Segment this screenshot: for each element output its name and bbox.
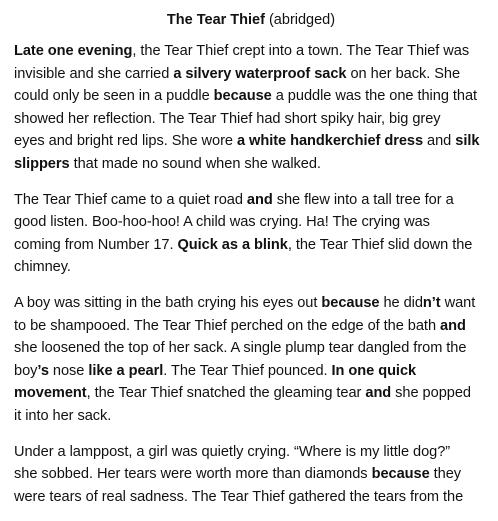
text-run: Under a lamppost, a girl was quietly crying. “Where is my little dog?” (14, 443, 451, 460)
bold-phrase: and (440, 317, 466, 334)
bold-phrase: because (213, 88, 272, 105)
bold-phrase: Late one evening (14, 43, 133, 59)
text-line (14, 130, 488, 153)
text-run: were tears of real sadness. The Tear Thief gathered the tears from the (14, 488, 464, 505)
bold-phrase: a white handkerchief dress (236, 133, 424, 150)
text-line (14, 441, 488, 464)
text-run: it into her sack. (14, 407, 112, 424)
paragraph (14, 292, 488, 428)
text-run: A boy was sitting in the bath crying his eyes out (14, 294, 322, 311)
bold-phrase: n’t (422, 294, 441, 311)
text-run: nose (48, 362, 89, 379)
text-run: that made no sound when she walked. (69, 155, 321, 172)
text-line (14, 405, 488, 428)
text-line (14, 153, 488, 176)
text-line (14, 63, 488, 86)
text-run: a puddle was the one thing that (271, 88, 478, 105)
text-line (14, 486, 488, 509)
text-run: coming from Number 17. (14, 236, 178, 253)
bold-phrase: because (371, 466, 430, 483)
paragraph (14, 40, 488, 176)
text-run: The Tear Thief came to a quiet road (14, 191, 247, 208)
text-line (14, 292, 488, 315)
title-rest: (abridged) (264, 12, 336, 28)
text-line (14, 463, 488, 486)
paragraph (14, 189, 488, 279)
bold-phrase: because (321, 294, 380, 311)
text-run: she sobbed. Her tears were worth more than diamonds (14, 466, 372, 483)
paragraph (14, 441, 488, 509)
text-line (14, 211, 488, 234)
text-run: on her back. She (346, 65, 461, 82)
text-line (14, 382, 488, 405)
text-run: , the Tear Thief snatched the gleaming tear (86, 385, 366, 402)
text-run: chimney. (14, 259, 71, 276)
text-run: she flew into a tall tree for a (272, 191, 454, 208)
text-line (14, 189, 488, 212)
document-title (14, 10, 488, 30)
bold-phrase: and (246, 191, 273, 208)
text-run: , the Tear Thief slid down the (287, 236, 473, 253)
text-run: good listen. Boo-hoo-hoo! A child was crying. Ha! The crying was (14, 214, 430, 231)
bold-phrase: slippers (14, 155, 70, 172)
bold-phrase: a silvery waterproof sack (173, 65, 347, 82)
text-run: and (423, 133, 456, 150)
text-run: he did (379, 294, 423, 311)
bold-phrase: movement (14, 385, 87, 402)
bold-phrase: like a pearl (88, 362, 164, 379)
text-run: she loosened the top of her sack. A single plump tear dangled from the (14, 340, 467, 357)
text-line (14, 315, 488, 338)
text-run: could only be seen in a puddle (14, 88, 214, 105)
text-run: she popped (391, 385, 471, 402)
text-run: . The Tear Thief pounced. (163, 362, 332, 379)
text-line (14, 256, 488, 279)
text-line (14, 337, 488, 360)
bold-phrase: silk (455, 133, 480, 150)
text-run: boy (14, 362, 38, 379)
title-bold: The Tear Thief (166, 12, 265, 28)
document-page (14, 10, 488, 521)
bold-phrase: and (365, 385, 392, 402)
text-line (14, 234, 488, 257)
text-run: eyes and bright red lips. She wore (14, 133, 237, 150)
text-line (14, 40, 488, 63)
text-run: showed her reflection. The Tear Thief had short spiky hair, big grey (14, 110, 441, 127)
text-run: want (440, 294, 476, 311)
text-line (14, 108, 488, 131)
text-run: , the Tear Thief crept into a town. The Tear Thief was (132, 43, 470, 59)
story-body (14, 40, 488, 508)
text-run: to be shampooed. The Tear Thief perched on the edge of the bath (14, 317, 441, 334)
text-line (14, 360, 488, 383)
bold-phrase: In one quick (331, 362, 417, 379)
bold-phrase: ’s (37, 362, 49, 379)
text-run: they (429, 466, 462, 483)
text-line (14, 85, 488, 108)
bold-phrase: Quick as a blink (177, 236, 288, 253)
text-run: invisible and she carried (14, 65, 174, 82)
